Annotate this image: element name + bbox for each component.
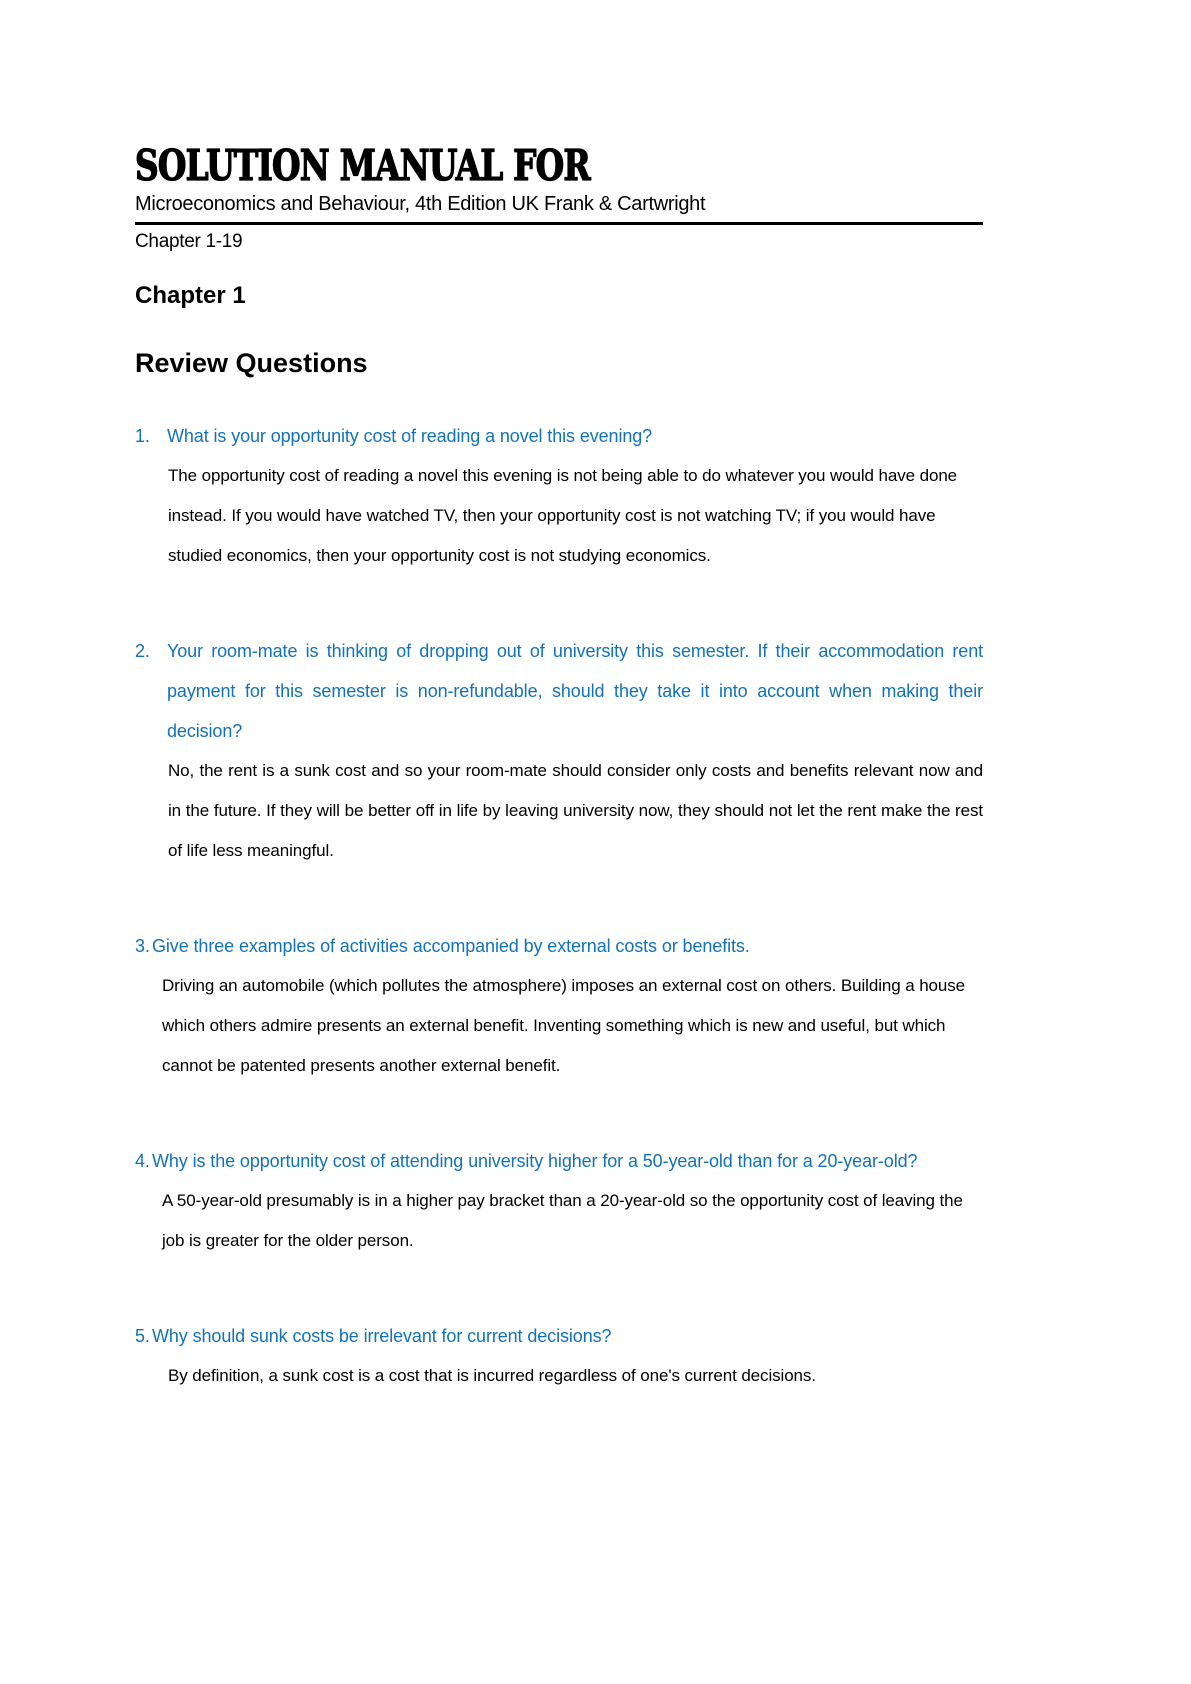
question-item-1 <box>135 416 983 576</box>
chapter-range: Chapter 1-19 <box>135 231 243 252</box>
question-number: 3. <box>135 936 150 956</box>
section-heading: Review Questions <box>135 348 368 378</box>
question-item-5 <box>135 1316 983 1396</box>
answer-text: No, the rent is a sunk cost and so your room-mate should consider only costs and benefits relevant now and in the future. If they will be better off in life by leaving university now, they should not let the rent make the rest of life less meaningful. <box>168 761 983 860</box>
document-subtitle: Microeconomics and Behaviour, 4th Edition UK Frank & Cartwright <box>135 193 706 215</box>
question-text: Your room-mate is thinking of dropping out of university this semester. If their accommodation rent payment for this semester is non-refundable, should they take it into account when making their decision? <box>167 641 983 741</box>
question-row <box>135 1141 983 1181</box>
question-row <box>135 416 983 456</box>
question-text: What is your opportunity cost of reading a novel this evening? <box>167 426 653 446</box>
chapter-heading: Chapter 1 <box>135 282 246 309</box>
answer-text: A 50-year-old presumably is in a higher pay bracket than a 20-year-old so the opportunity cost of leaving the job is greater for the older person. <box>162 1191 963 1250</box>
question-row <box>135 631 983 751</box>
answer-text: The opportunity cost of reading a novel this evening is not being able to do whatever you would have done instead. If you would have watched TV, then your opportunity cost is not watching TV; if you would have studied economics, then your opportunity cost is not studying economics. <box>168 466 958 565</box>
question-item-2 <box>135 631 983 871</box>
question-number: 2. <box>135 641 150 661</box>
question-item-3 <box>135 926 983 1086</box>
document-title: SOLUTION MANUAL FOR <box>135 141 590 190</box>
header-divider <box>135 222 983 225</box>
question-item-4 <box>135 1141 983 1261</box>
question-text: Give three examples of activities accompanied by external costs or benefits. <box>152 936 750 956</box>
question-number: 4. <box>135 1151 150 1171</box>
question-number: 5. <box>135 1326 150 1346</box>
question-list <box>135 416 983 1396</box>
question-text: Why is the opportunity cost of attending university higher for a 50-year-old than for a 20-year-old? <box>152 1151 918 1171</box>
question-number: 1. <box>135 426 150 446</box>
question-row <box>135 1316 983 1356</box>
question-text: Why should sunk costs be irrelevant for current decisions? <box>152 1326 612 1346</box>
answer-text: By definition, a sunk cost is a cost that is incurred regardless of one's current decisions. <box>168 1366 816 1385</box>
answer-text: Driving an automobile (which pollutes the atmosphere) imposes an external cost on others. Building a house which others admire presents an external benefit. Inventing something which is new and useful, but which cannot be patented presents another external benefit. <box>162 976 966 1075</box>
question-row <box>135 926 983 966</box>
